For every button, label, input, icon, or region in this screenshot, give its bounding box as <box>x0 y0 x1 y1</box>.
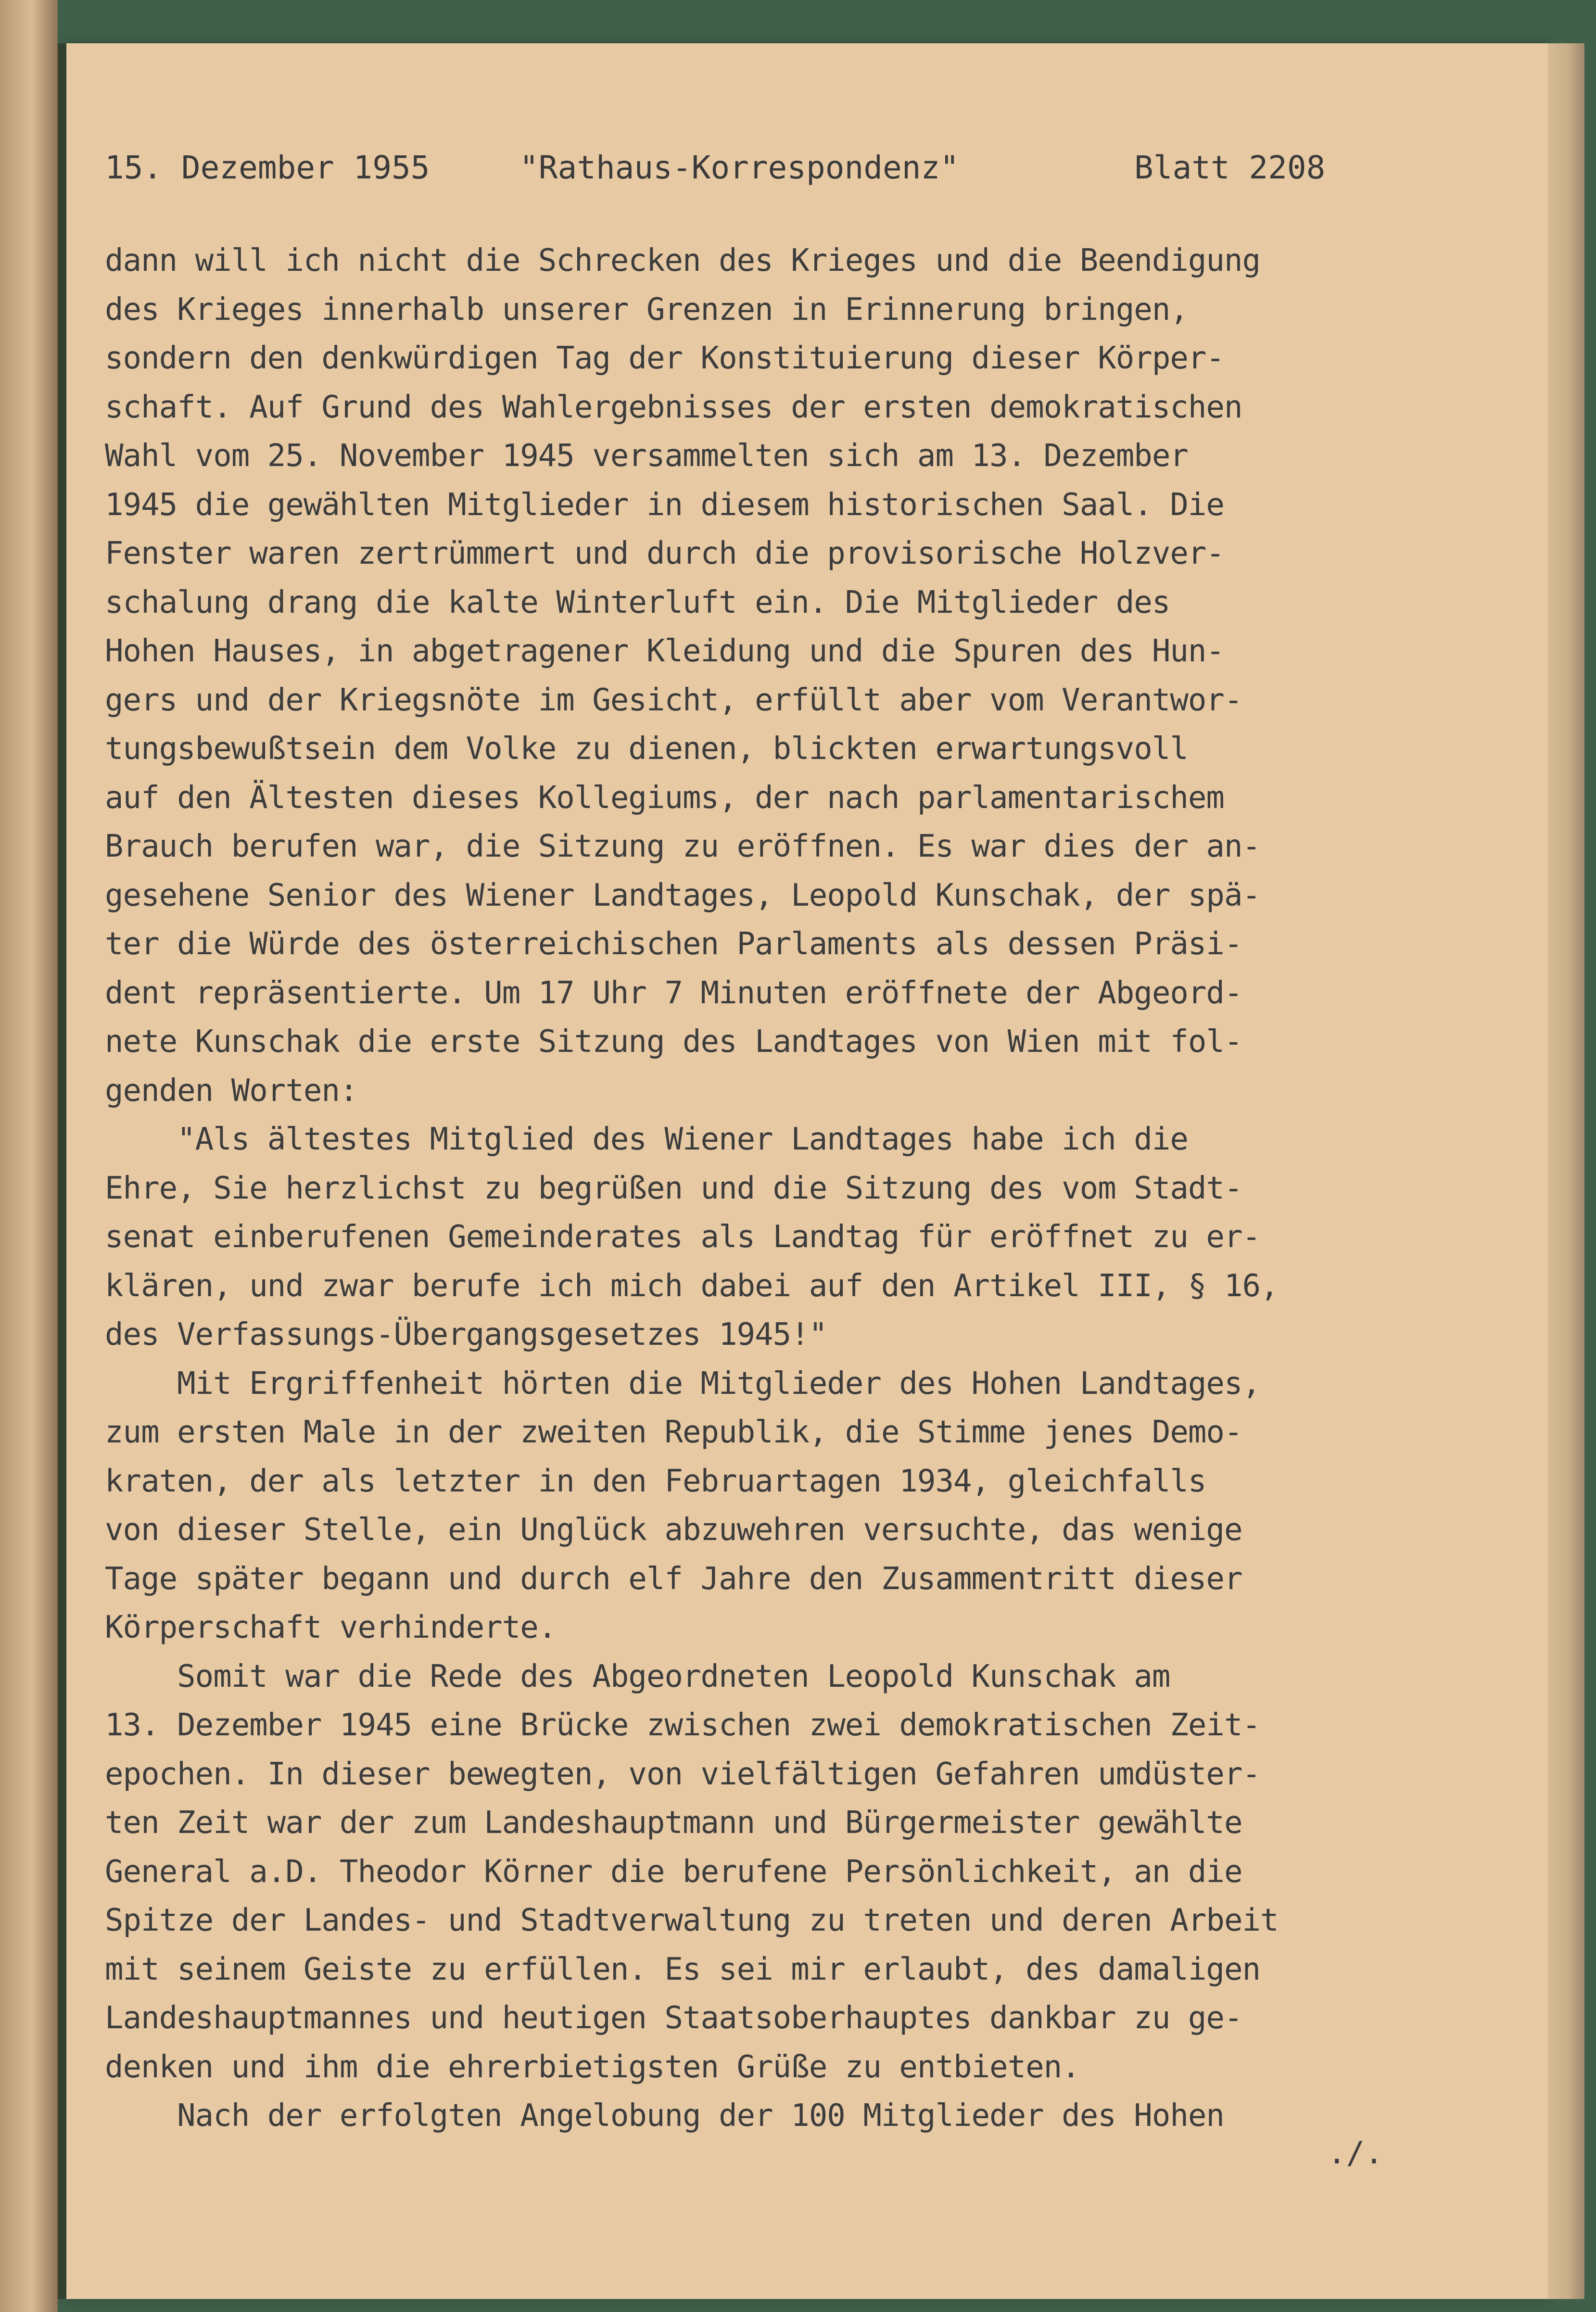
text-line: Somit war die Rede des Abgeordneten Leopold Kunschak am <box>105 1658 1170 1694</box>
text-line: General a.D. Theodor Körner die berufene Persönlichkeit, an die <box>105 1854 1242 1890</box>
text-line: sondern den denkwürdigen Tag der Konstituierung dieser Körper- <box>105 341 1224 376</box>
typewritten-body <box>105 237 1413 2141</box>
text-line: mit seinem Geiste zu erfüllen. Es sei mir erlaubt, des damaligen <box>105 1951 1260 1987</box>
quote-line: klären, und zwar berufe ich mich dabei auf den Artikel III, § 16, <box>105 1268 1279 1304</box>
text-line: Tage später begann und durch elf Jahre den Zusammentritt dieser <box>105 1561 1242 1597</box>
text-line: epochen. In dieser bewegten, von vielfältigen Gefahren umdüster- <box>105 1756 1260 1792</box>
quote-line: des Verfassungs-Übergangsgesetzes 1945!" <box>105 1317 827 1352</box>
header-date: 15. Dezember 1955 <box>105 149 430 186</box>
quote-line: Ehre, Sie herzlichst zu begrüßen und die Sitzung des vom Stadt- <box>105 1170 1242 1206</box>
text-line: ter die Würde des österreichischen Parlaments als dessen Präsi- <box>105 926 1242 962</box>
text-line: Fenster waren zertrümmert und durch die provisorische Holzver- <box>105 536 1224 571</box>
text-line: 13. Dezember 1945 eine Brücke zwischen zwei demokratischen Zeit- <box>105 1707 1260 1743</box>
text-line: tungsbewußtsein dem Volke zu dienen, blickten erwartungsvoll <box>105 731 1188 767</box>
text-line: 1945 die gewählten Mitglieder in diesem historischen Saal. Die <box>105 487 1224 523</box>
text-line: auf den Ältesten dieses Kollegiums, der nach parlamentarischem <box>105 780 1224 816</box>
left-page-edge <box>0 0 58 2312</box>
text-line: gesehene Senior des Wiener Landtages, Leopold Kunschak, der spä- <box>105 877 1260 913</box>
text-line: kraten, der als letzter in den Februartagen 1934, gleichfalls <box>105 1463 1206 1499</box>
text-line: Körperschaft verhinderte. <box>105 1610 557 1645</box>
text-line: Spitze der Landes- und Stadtverwaltung zu treten und deren Arbeit <box>105 1903 1279 1938</box>
text-line: denken und ihm die ehrerbietigsten Grüße zu entbieten. <box>105 2049 1080 2085</box>
text-line: dann will ich nicht die Schrecken des Krieges und die Beendigung <box>105 243 1260 278</box>
quote-line: "Als ältestes Mitglied des Wiener Landtages habe ich die <box>105 1122 1188 1157</box>
header-sheet-number: Blatt 2208 <box>1134 149 1326 186</box>
text-line: Brauch berufen war, die Sitzung zu eröffnen. Es war dies der an- <box>105 829 1260 864</box>
text-line: nete Kunschak die erste Sitzung des Landtages von Wien mit fol- <box>105 1024 1242 1060</box>
text-line: Mit Ergriffenheit hörten die Mitglieder des Hohen Landtages, <box>105 1365 1260 1402</box>
text-line: von dieser Stelle, ein Unglück abzuwehren versuchte, das wenige <box>105 1512 1242 1548</box>
text-line: schaft. Auf Grund des Wahlergebnisses der ersten demokratischen <box>105 389 1242 425</box>
continuation-mark: ./. <box>1328 2135 1383 2171</box>
text-line: zum ersten Male in der zweiten Republik, die Stimme jenes Demo- <box>105 1415 1242 1450</box>
text-line: Hohen Hauses, in abgetragener Kleidung und die Spuren des Hun- <box>105 633 1224 669</box>
header-title: "Rathaus-Korrespondenz" <box>519 149 959 186</box>
text-line: des Krieges innerhalb unserer Grenzen in Erinnerung bringen, <box>105 291 1188 328</box>
text-line: Wahl vom 25. November 1945 versammelten sich am 13. Dezember <box>105 438 1188 474</box>
text-line: dent repräsentierte. Um 17 Uhr 7 Minuten eröffnete der Abgeord- <box>105 975 1242 1011</box>
text-line: Landeshauptmannes und heutigen Staatsoberhauptes dankbar zu ge- <box>105 2000 1242 2036</box>
stacked-pages-edge <box>1548 43 1584 2299</box>
quote-line: senat einberufenen Gemeinderates als Landtag für eröffnet zu er- <box>105 1219 1260 1255</box>
page-header <box>105 149 1336 192</box>
text-line: gers und der Kriegsnöte im Gesicht, erfüllt aber vom Verantwor- <box>105 682 1242 718</box>
text-line: genden Worten: <box>105 1073 358 1109</box>
text-line: ten Zeit war der zum Landeshauptmann und Bürgermeister gewählte <box>105 1805 1242 1841</box>
text-line: Nach der erfolgten Angelobung der 100 Mitglieder des Hohen <box>105 2098 1224 2134</box>
text-line: schalung drang die kalte Winterluft ein. Die Mitglieder des <box>105 584 1170 620</box>
